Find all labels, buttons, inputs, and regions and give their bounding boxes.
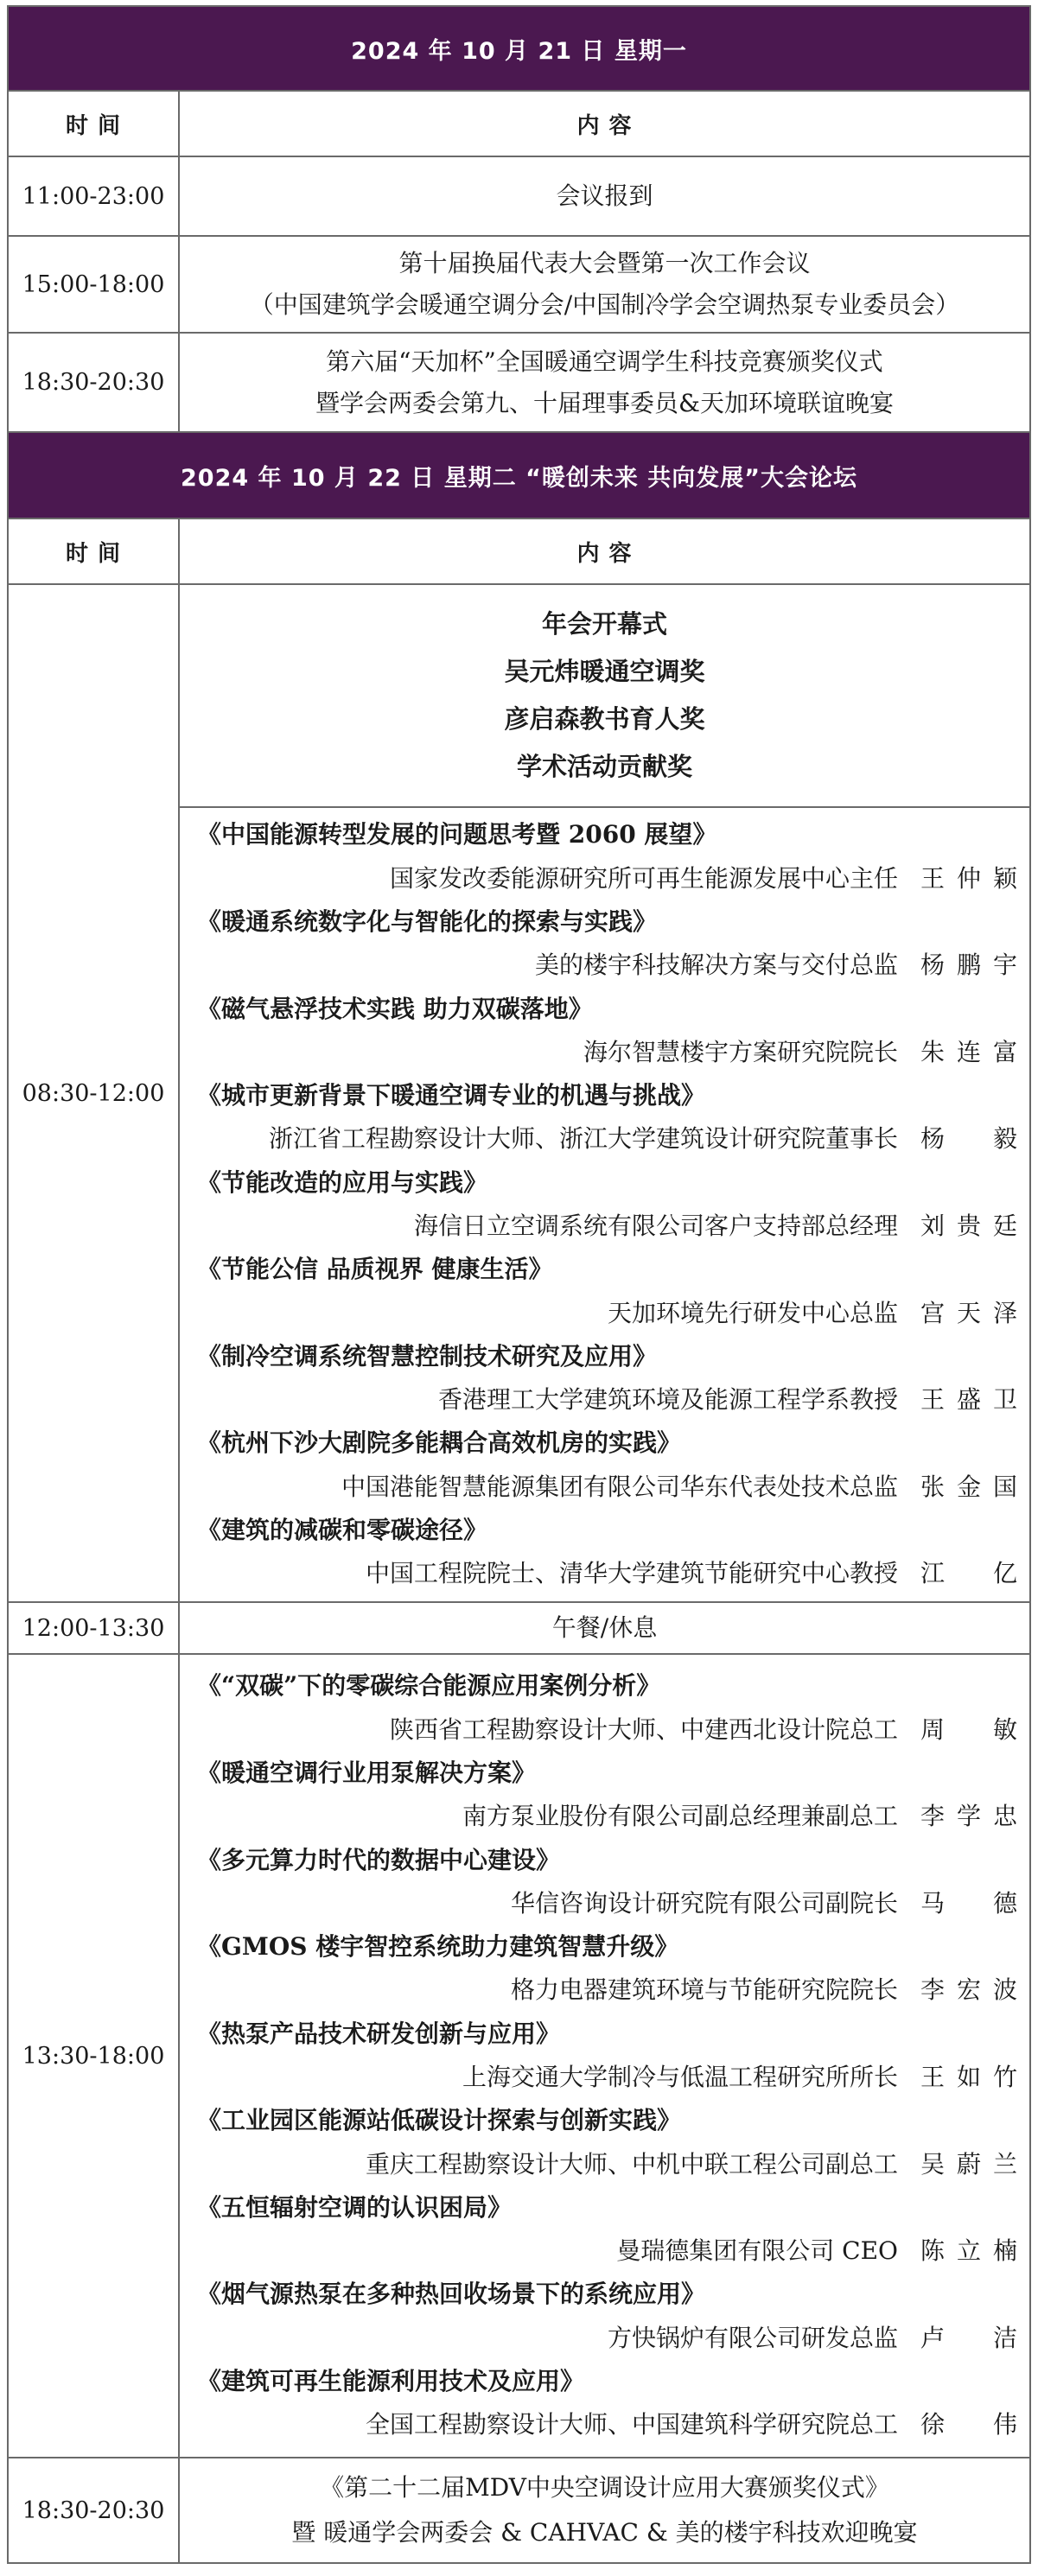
talk-speaker bbox=[197, 944, 1017, 987]
speaker-name: 周 敏 bbox=[920, 1714, 1017, 1744]
speaker-name: 杨鹏宇 bbox=[920, 951, 1017, 980]
content-line: 暨 暖通学会两委会 & CAHVAC & 美的楼宇科技欢迎晚宴 bbox=[291, 2518, 918, 2547]
speaker-affiliation: 陕西省工程勘察设计大师、中建西北设计院总工 bbox=[389, 1714, 898, 1744]
talk-speaker bbox=[197, 1031, 1017, 1074]
day1-banner: 2024 年 10 月 21 日 星期一 bbox=[8, 6, 1030, 91]
talk-item bbox=[197, 900, 1017, 988]
day2-banner-row bbox=[8, 432, 1030, 518]
evening-row bbox=[8, 2458, 1030, 2563]
opening-row bbox=[8, 584, 1030, 807]
speaker-affiliation: 方快锅炉有限公司研发总监 bbox=[607, 2323, 898, 2352]
afternoon-talks-row bbox=[8, 1654, 1030, 2458]
talk-title: 《多元算力时代的数据中心建设》 bbox=[197, 1845, 561, 1874]
talk-speaker bbox=[197, 1466, 1017, 1509]
speaker-affiliation: 南方泵业股份有限公司副总经理兼副总工 bbox=[462, 1802, 898, 1831]
talk-title: 《磁气悬浮技术实践 助力双碳落地》 bbox=[197, 994, 593, 1023]
schedule-row bbox=[8, 156, 1030, 236]
talk-speaker bbox=[197, 1795, 1017, 1838]
speaker-name: 徐 伟 bbox=[920, 2410, 1017, 2439]
speaker-affiliation: 中国港能智慧能源集团有限公司华东代表处技术总监 bbox=[341, 1472, 898, 1501]
schedule-table bbox=[7, 5, 1031, 2564]
talk-item bbox=[197, 1161, 1017, 1249]
talk-speaker bbox=[197, 857, 1017, 900]
speaker-name: 李宏波 bbox=[920, 1975, 1017, 2005]
content-line: 会议报到 bbox=[556, 181, 653, 210]
talk-title: 《节能改造的应用与实践》 bbox=[197, 1167, 488, 1197]
talk-speaker bbox=[197, 2143, 1017, 2186]
morning-talks bbox=[179, 807, 1030, 1602]
row-time: 18:30-20:30 bbox=[8, 333, 179, 432]
header-time: 时 间 bbox=[8, 518, 179, 584]
speaker-affiliation: 华信咨询设计研究院有限公司副院长 bbox=[510, 1888, 898, 1918]
speaker-affiliation: 中国工程院院士、清华大学建筑节能研究中心教授 bbox=[365, 1559, 898, 1588]
talk-title: 《节能公信 品质视界 健康生活》 bbox=[197, 1255, 553, 1284]
speaker-name: 王盛卫 bbox=[920, 1385, 1017, 1415]
speaker-name: 张金国 bbox=[920, 1472, 1017, 1501]
content-line: 第十届换届代表大会暨第一次工作会议 bbox=[398, 249, 811, 277]
schedule-row bbox=[8, 333, 1030, 432]
afternoon-talks bbox=[179, 1654, 1030, 2458]
talk-item bbox=[197, 988, 1017, 1075]
talk-speaker bbox=[197, 2317, 1017, 2360]
talk-title: 《制冷空调系统智慧控制技术研究及应用》 bbox=[197, 1341, 658, 1371]
talk-title: 《城市更新背景下暖通空调专业的机遇与挑战》 bbox=[197, 1081, 706, 1110]
speaker-affiliation: 上海交通大学制冷与低温工程研究所所长 bbox=[462, 2063, 898, 2091]
talk-title: 《烟气源热泵在多种热回收场景下的系统应用》 bbox=[197, 2280, 706, 2309]
speaker-affiliation: 香港理工大学建筑环境及能源工程学系教授 bbox=[437, 1385, 898, 1415]
opening-item: 吴元炜暖通空调奖 bbox=[504, 657, 705, 686]
row-content bbox=[179, 2458, 1030, 2563]
content-line: 《第二十二届MDV中央空调设计应用大赛颁奖仪式》 bbox=[320, 2473, 889, 2502]
talk-item bbox=[197, 2273, 1017, 2360]
talk-speaker bbox=[197, 2056, 1017, 2099]
talk-item bbox=[197, 1509, 1017, 1596]
speaker-affiliation: 国家发改委能源研究所可再生能源发展中心主任 bbox=[389, 863, 898, 893]
row-time: 18:30-20:30 bbox=[8, 2458, 179, 2563]
row-time: 15:00-18:00 bbox=[8, 236, 179, 333]
row-content bbox=[179, 156, 1030, 236]
talk-speaker bbox=[197, 1205, 1017, 1248]
talk-title: 《工业园区能源站低碳设计探索与创新实践》 bbox=[197, 2106, 682, 2135]
talk-title: 《五恒辐射空调的认识困局》 bbox=[197, 2192, 513, 2222]
opening-item: 彦启森教书育人奖 bbox=[504, 704, 705, 734]
speaker-name: 王如竹 bbox=[920, 2063, 1017, 2091]
header-content: 内 容 bbox=[179, 518, 1030, 584]
talk-title: 《杭州下沙大剧院多能耦合高效机房的实践》 bbox=[197, 1428, 682, 1458]
row-content bbox=[179, 236, 1030, 333]
talk-speaker bbox=[197, 2229, 1017, 2273]
talk-title: 《“双碳”下的零碳综合能源应用案例分析》 bbox=[197, 1671, 661, 1701]
talk-item bbox=[197, 2099, 1017, 2186]
lunch-text: 午餐/休息 bbox=[179, 1602, 1030, 1654]
speaker-affiliation: 浙江省工程勘察设计大师、浙江大学建筑设计研究院董事长 bbox=[268, 1124, 898, 1154]
day2-banner: 2024 年 10 月 22 日 星期二 “暖创未来 共向发展”大会论坛 bbox=[8, 432, 1030, 518]
talk-speaker bbox=[197, 2403, 1017, 2446]
row-time: 13:30-18:00 bbox=[8, 1654, 179, 2458]
talk-speaker bbox=[197, 1969, 1017, 2012]
schedule-sheet bbox=[7, 5, 1031, 2564]
opening-item: 年会开幕式 bbox=[541, 609, 667, 639]
speaker-affiliation: 海尔智慧楼宇方案研究院院长 bbox=[583, 1037, 898, 1066]
talk-speaker bbox=[197, 1117, 1017, 1161]
speaker-name: 李学忠 bbox=[920, 1802, 1017, 1831]
talk-title: 《GMOS 楼宇智控系统助力建筑智慧升级》 bbox=[197, 1932, 679, 1962]
day2-header-row bbox=[8, 518, 1030, 584]
talk-item bbox=[197, 813, 1017, 900]
lunch-row bbox=[8, 1602, 1030, 1654]
row-time: 08:30-12:00 bbox=[8, 584, 179, 1602]
speaker-name: 朱连富 bbox=[920, 1037, 1017, 1066]
talk-title: 《建筑可再生能源利用技术及应用》 bbox=[197, 2367, 585, 2396]
content-line: （中国建筑学会暖通空调分会/中国制冷学会空调热泵专业委员会） bbox=[249, 290, 960, 319]
speaker-name: 陈立楠 bbox=[920, 2236, 1017, 2266]
talk-item bbox=[197, 2186, 1017, 2274]
schedule-row bbox=[8, 236, 1030, 333]
talk-speaker bbox=[197, 1708, 1017, 1752]
header-time: 时 间 bbox=[8, 91, 179, 156]
opening-ceremony bbox=[179, 584, 1030, 807]
talk-item bbox=[197, 2360, 1017, 2447]
talk-title: 《热泵产品技术研发创新与应用》 bbox=[197, 2019, 561, 2048]
talk-title: 《中国能源转型发展的问题思考暨 2060 展望》 bbox=[197, 820, 717, 849]
talk-item bbox=[197, 1335, 1017, 1422]
content-line: 第六届“天加杯”全国暖通空调学生科技竞赛颁奖仪式 bbox=[326, 347, 883, 376]
day1-banner-row bbox=[8, 6, 1030, 91]
speaker-name: 王仲颖 bbox=[920, 863, 1017, 893]
talk-item bbox=[197, 2013, 1017, 2100]
speaker-name: 刘贵廷 bbox=[920, 1212, 1017, 1240]
row-content bbox=[179, 333, 1030, 432]
talk-title: 《暖通系统数字化与智能化的探索与实践》 bbox=[197, 906, 658, 936]
talk-item bbox=[197, 1422, 1017, 1509]
talk-speaker bbox=[197, 1378, 1017, 1422]
talk-item bbox=[197, 1925, 1017, 2013]
speaker-affiliation: 海信日立空调系统有限公司客户支持部总经理 bbox=[413, 1212, 898, 1240]
talk-speaker bbox=[197, 1882, 1017, 1925]
talk-item bbox=[197, 1248, 1017, 1335]
talk-item bbox=[197, 1752, 1017, 1839]
talk-item bbox=[197, 1664, 1017, 1752]
talk-title: 《暖通空调行业用泵解决方案》 bbox=[197, 1758, 537, 1787]
talk-item bbox=[197, 1074, 1017, 1161]
speaker-affiliation: 格力电器建筑环境与节能研究院院长 bbox=[510, 1975, 898, 2005]
row-time: 12:00-13:30 bbox=[8, 1602, 179, 1654]
speaker-affiliation: 重庆工程勘察设计大师、中机中联工程公司副总工 bbox=[365, 2149, 898, 2178]
content-line: 暨学会两委会第九、十届理事委员&天加环境联谊晚宴 bbox=[315, 388, 894, 417]
talk-speaker bbox=[197, 1552, 1017, 1595]
day1-header-row bbox=[8, 91, 1030, 156]
speaker-name: 吴蔚兰 bbox=[920, 2149, 1017, 2178]
speaker-affiliation: 全国工程勘察设计大师、中国建筑科学研究院总工 bbox=[365, 2410, 898, 2439]
speaker-name: 江 亿 bbox=[920, 1559, 1017, 1588]
talk-speaker bbox=[197, 1292, 1017, 1335]
speaker-name: 杨 毅 bbox=[920, 1124, 1017, 1154]
row-time: 11:00-23:00 bbox=[8, 156, 179, 236]
talk-title: 《建筑的减碳和零碳途径》 bbox=[197, 1516, 488, 1545]
speaker-name: 宫天泽 bbox=[920, 1298, 1017, 1327]
header-content: 内 容 bbox=[179, 91, 1030, 156]
speaker-name: 卢 洁 bbox=[920, 2323, 1017, 2352]
speaker-affiliation: 天加环境先行研发中心总监 bbox=[607, 1298, 898, 1327]
talk-item bbox=[197, 1839, 1017, 1926]
speaker-name: 马 德 bbox=[920, 1888, 1017, 1918]
speaker-affiliation: 曼瑞德集团有限公司 CEO bbox=[616, 2236, 898, 2266]
speaker-affiliation: 美的楼宇科技解决方案与交付总监 bbox=[534, 951, 898, 980]
opening-item: 学术活动贡献奖 bbox=[516, 752, 692, 781]
